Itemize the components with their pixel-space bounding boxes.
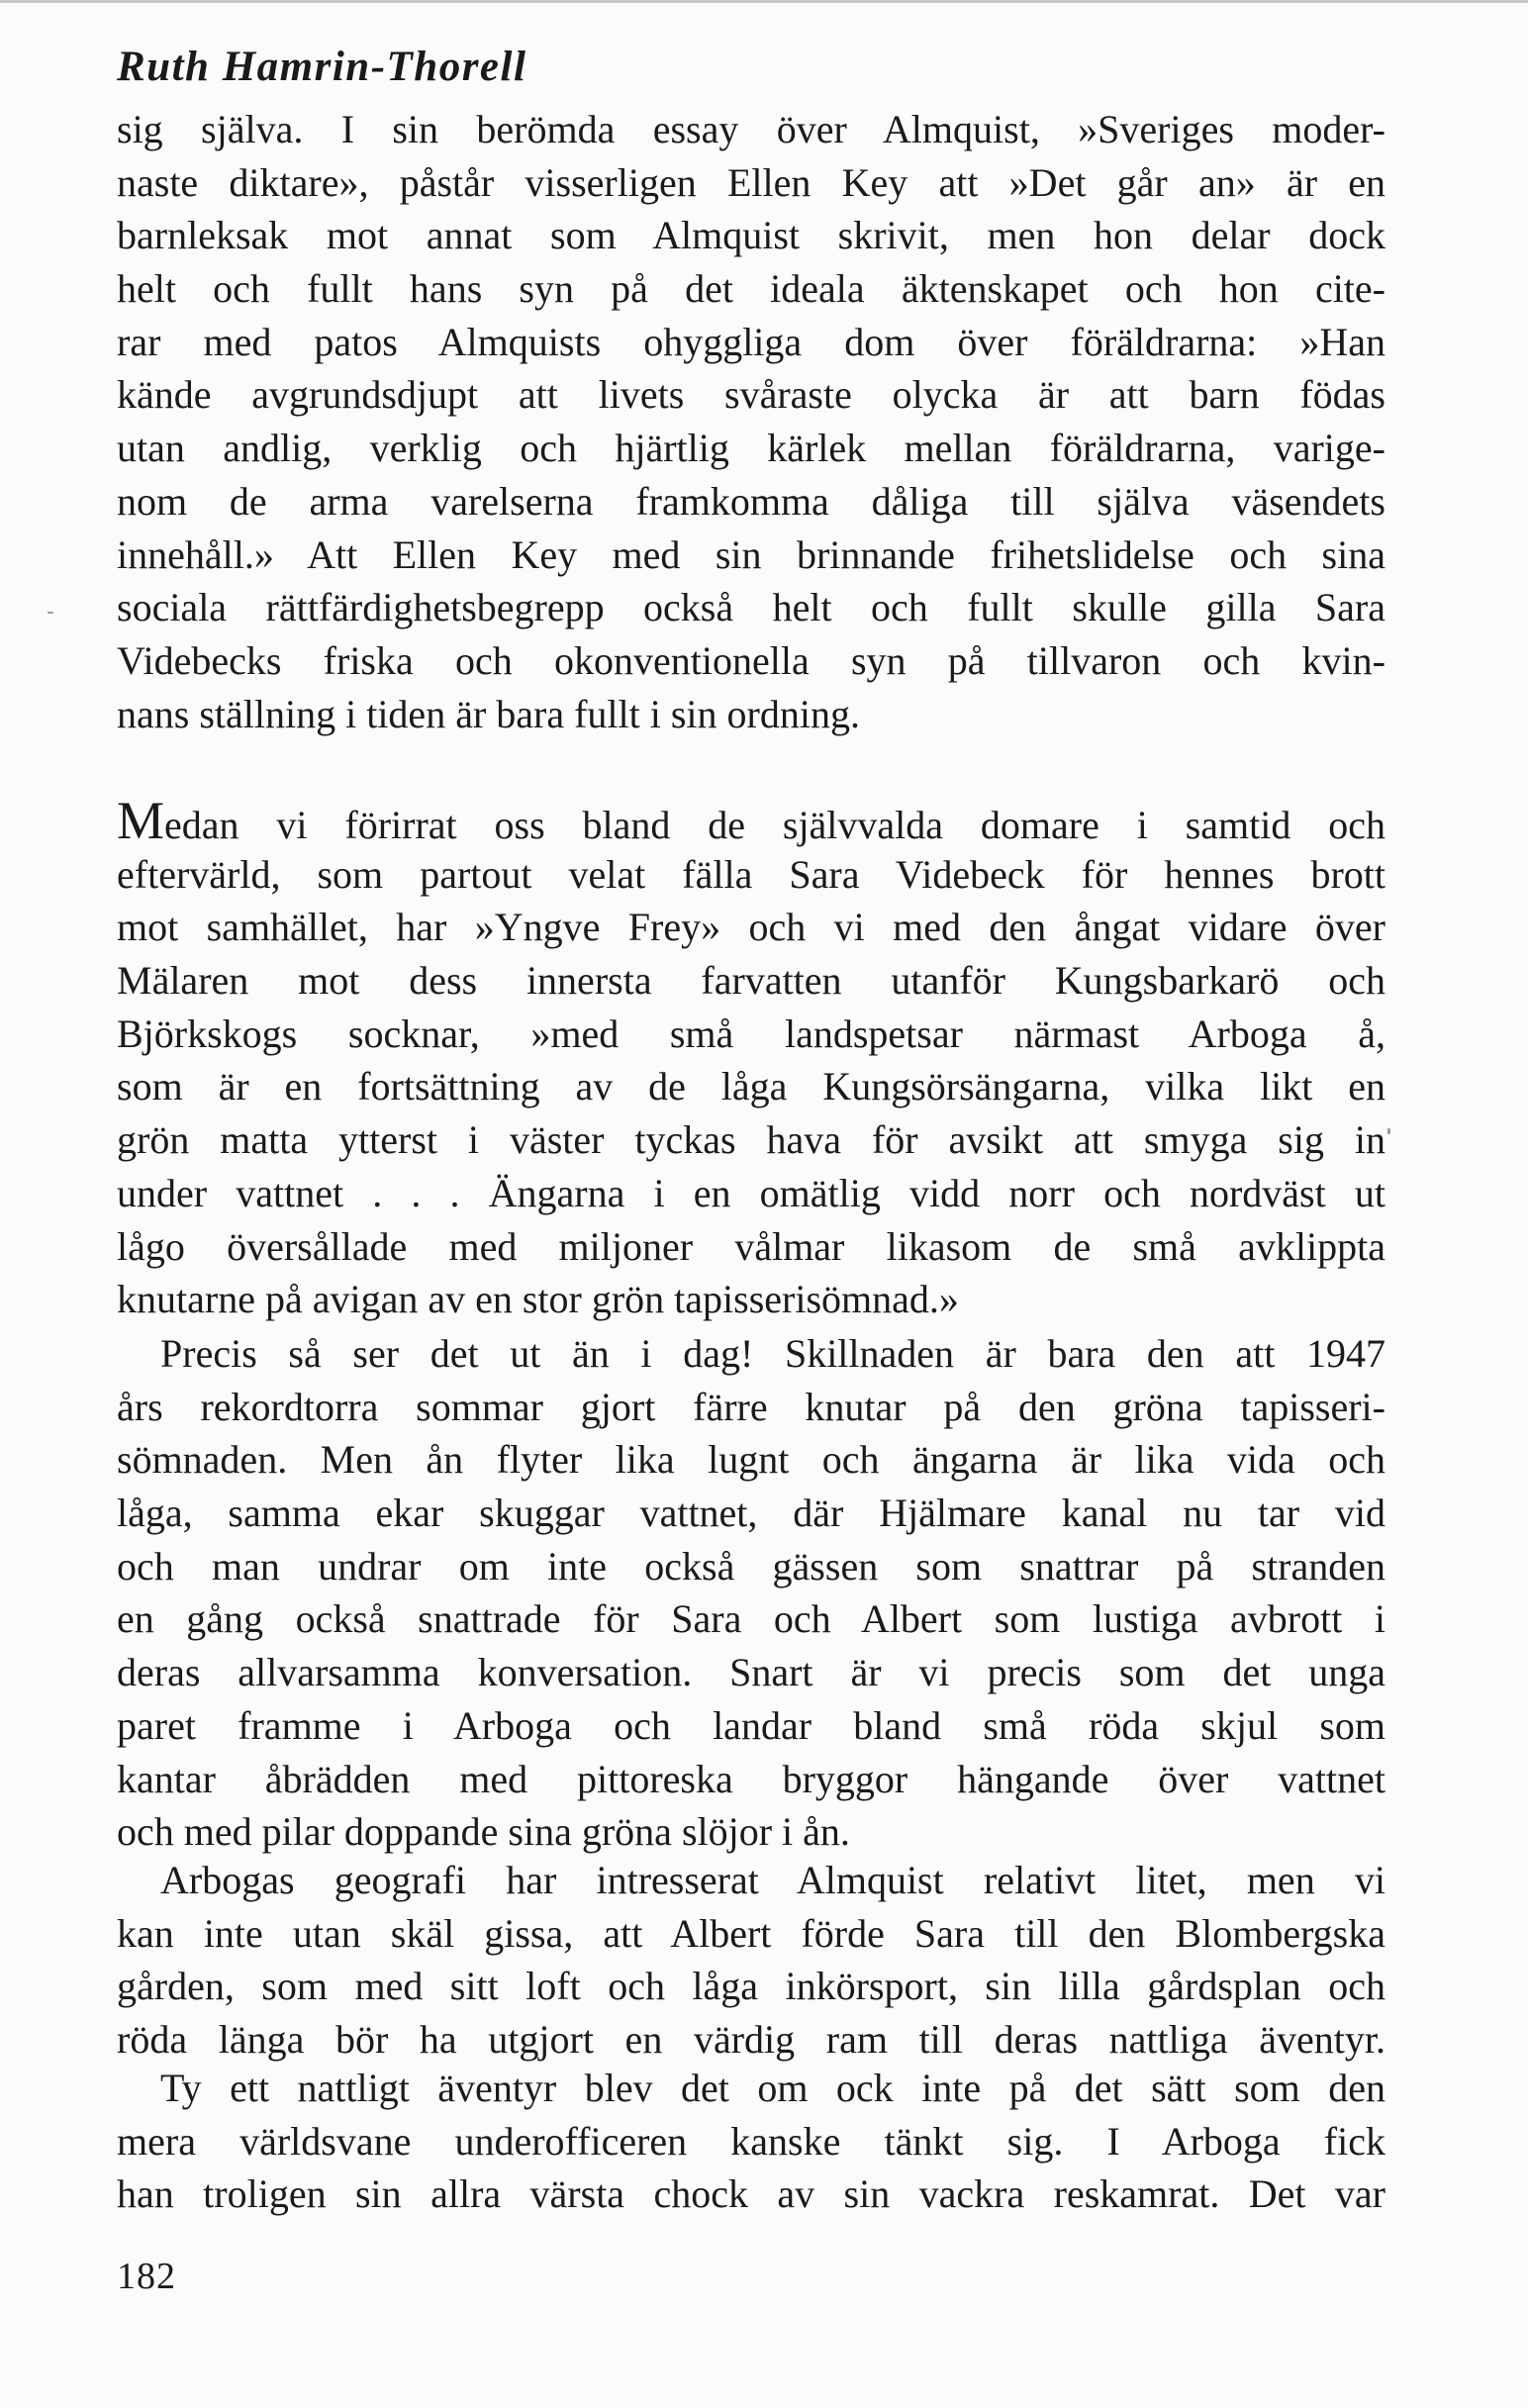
text-line: edan vi förirrat oss bland de självvalda domare i samtid och bbox=[164, 803, 1385, 847]
text-line: rar med patos Almquists ohyggliga dom över föräldrarna: »Han bbox=[117, 319, 1385, 364]
text-line: och med pilar doppande sina gröna slöjor i ån. bbox=[117, 1809, 850, 1855]
text-line: paret framme i Arboga och landar bland små röda skjul som bbox=[117, 1702, 1385, 1748]
text-line: helt och fullt hans syn på det ideala äktenskapet och hon cite- bbox=[117, 266, 1385, 312]
text-line: Precis så ser det ut än i dag! Skillnaden är bara den att 1947 bbox=[160, 1331, 1385, 1376]
text-line: och man undrar om inte också gässen som snattrar på stranden bbox=[117, 1543, 1385, 1589]
text-line: nans ställning i tiden är bara fullt i sin ordning. bbox=[117, 691, 860, 736]
text-line: kan inte utan skäl gissa, att Albert förde Sara till den Blombergska bbox=[117, 1910, 1385, 1956]
paragraph-2 bbox=[117, 791, 1385, 1326]
text-line: nom de arma varelserna framkomma dåliga till själva väsendets bbox=[117, 478, 1385, 524]
scan-speck bbox=[1387, 1128, 1390, 1134]
text-line: en gång också snattrade för Sara och Albert som lustiga avbrott i bbox=[117, 1596, 1385, 1642]
text-line: eftervärld, som partout velat fälla Sara Videbeck för hennes brott bbox=[117, 851, 1385, 897]
page-number: 182 bbox=[117, 2256, 176, 2297]
text-line-with-initial bbox=[117, 791, 1385, 850]
text-line: mera världsvane underofficeren kanske tänkt sig. I Arboga fick bbox=[117, 2118, 1385, 2164]
text-line: Ty ett nattligt äventyr blev det om ock inte på det sätt som den bbox=[160, 2066, 1385, 2110]
text-line: års rekordtorra sommar gjort färre knutar på den gröna tapisseri- bbox=[117, 1384, 1385, 1429]
text-line: under vattnet . . . Ängarna i en omätlig vidd norr och nordväst ut bbox=[117, 1170, 1385, 1215]
running-head-author: Ruth Hamrin-Thorell bbox=[117, 44, 527, 90]
text-line: han troligen sin allra värsta chock av sin vackra reskamrat. Det var bbox=[117, 2171, 1385, 2217]
text-line: kände avgrundsdjupt att livets svåraste olycka är att barn födas bbox=[117, 372, 1385, 418]
text-line: kantar åbrädden med pittoreska bryggor hängande över vattnet bbox=[117, 1756, 1385, 1801]
text-line: sociala rättfärdighetsbegrepp också helt och fullt skulle gilla Sara bbox=[117, 585, 1385, 630]
text-line: sömnaden. Men ån flyter lika lugnt och ängarna är lika vida och bbox=[117, 1437, 1385, 1483]
text-line: gården, som med sitt loft och låga inkörsport, sin lilla gårdsplan och bbox=[117, 1964, 1385, 2009]
text-line: lågo översållade med miljoner vålmar likasom de små avklippta bbox=[117, 1223, 1385, 1269]
top-edge-rule bbox=[0, 0, 1528, 3]
text-line: naste diktare», påstår visserligen Ellen Key att »Det går an» är en bbox=[117, 159, 1385, 205]
text-line: Mälaren mot dess innersta farvatten utanför Kungsbarkarö och bbox=[117, 958, 1385, 1004]
text-line: innehåll.» Att Ellen Key med sin brinnande frihetslidelse och sina bbox=[117, 531, 1385, 577]
paragraph-5 bbox=[117, 2062, 1385, 2221]
text-line: som är en fortsättning av de låga Kungsörsängarna, vilka likt en bbox=[117, 1064, 1385, 1109]
paragraph-1 bbox=[117, 103, 1385, 740]
text-line: röda länga bör ha utgjort en värdig ram till deras nattliga äventyr. bbox=[117, 2017, 1385, 2063]
text-line: mot samhället, har »Yngve Frey» och vi med den ångat vidare över bbox=[117, 905, 1385, 950]
text-line: utan andlig, verklig och hjärtlig kärlek mellan föräldrarna, varige- bbox=[117, 426, 1385, 471]
scan-speck bbox=[48, 612, 53, 614]
text-line: låga, samma ekar skuggar vattnet, där Hjälmare kanal nu tar vid bbox=[117, 1491, 1385, 1536]
text-line: deras allvarsamma konversation. Snart är vi precis som det unga bbox=[117, 1650, 1385, 1695]
text-line: barnleksak mot annat som Almquist skrivit, men hon delar dock bbox=[117, 213, 1385, 258]
paragraph-3 bbox=[117, 1327, 1385, 1859]
text-line: Arbogas geografi har intresserat Almquist relativt litet, men vi bbox=[160, 1858, 1385, 1902]
text-line: sig själva. I sin berömda essay över Almquist, »Sveriges moder- bbox=[117, 107, 1385, 151]
text-line: Videbecks friska och okonventionella syn på tillvaron och kvin- bbox=[117, 637, 1385, 683]
paragraph-4 bbox=[117, 1854, 1385, 2067]
text-line: grön matta ytterst i väster tyckas hava för avsikt att smyga sig in bbox=[117, 1117, 1385, 1163]
text-line: Björkskogs socknar, »med små landspetsar närmast Arboga å, bbox=[117, 1011, 1385, 1056]
enlarged-initial-letter: M bbox=[117, 791, 165, 850]
text-line: knutarne på avigan av en stor grön tapisserisömnad.» bbox=[117, 1277, 959, 1322]
